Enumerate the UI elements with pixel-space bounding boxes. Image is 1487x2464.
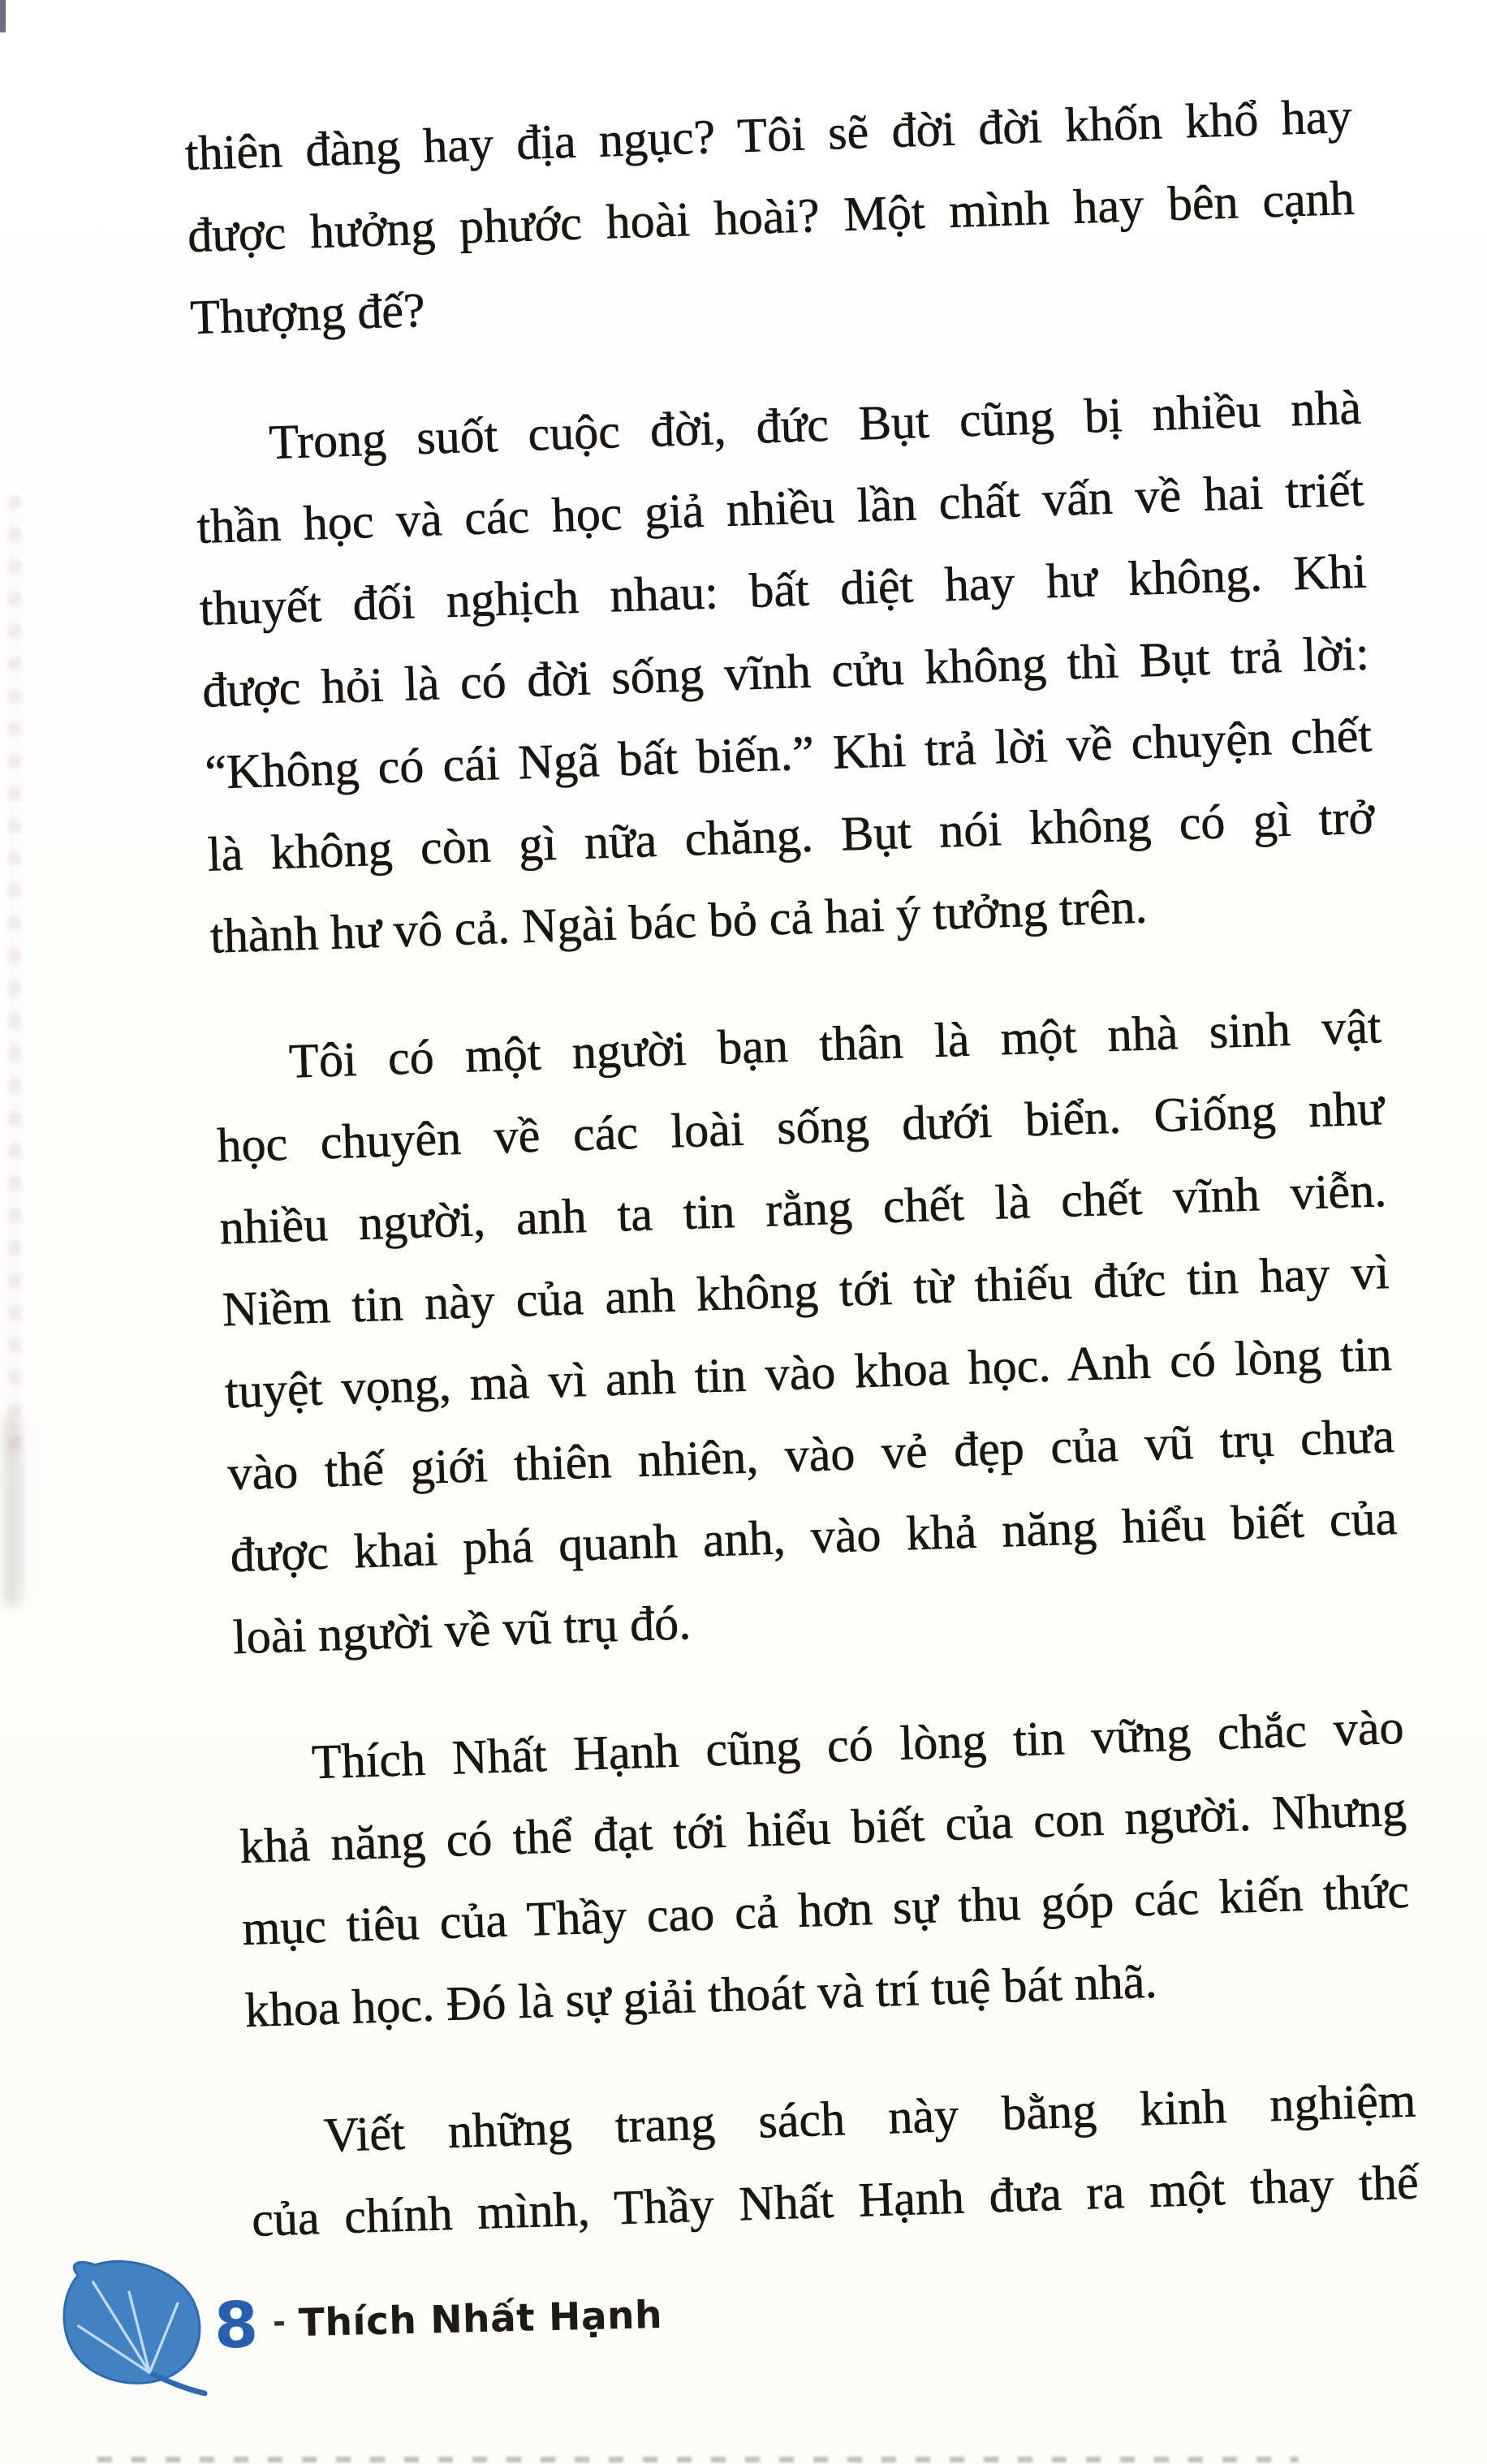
- text-line: được khai phá quanh anh, vào khả năng hiểu biết của: [229, 1490, 1399, 1583]
- paragraph: [235, 1686, 1412, 2052]
- leaf-body: [62, 2259, 200, 2384]
- text-line: được hưởng phước hoài hoài? Một mình hay bên cạnh: [187, 170, 1356, 263]
- text-line: Niềm tin này của anh không tới từ thiếu đức tin hay vì: [221, 1245, 1390, 1337]
- text-line: “Không có cái Ngã bất biến.” Khi trả lời về chuyện chết: [204, 708, 1373, 799]
- body-text-block: [183, 75, 1420, 2261]
- scan-bottom-speckles: [97, 2457, 1299, 2462]
- text-line: mục tiêu của Thầy cao cả hơn sự thu góp các kiến thức: [241, 1863, 1410, 1956]
- text-line: học chuyên về các loài sống dưới biển. Giống như: [216, 1081, 1385, 1173]
- paragraph: [248, 2060, 1420, 2261]
- text-line: khả năng có thể đạt tới hiểu biết của con người. Nhưng: [239, 1781, 1407, 1874]
- paragraph: [183, 75, 1358, 359]
- bodhi-leaf-icon: [52, 2255, 211, 2402]
- text-line: Viết những trang sách này bằng kinh nghiệm: [322, 2073, 1417, 2162]
- page-footer: [52, 2244, 664, 2402]
- page-edge-smudge: [2, 1416, 23, 1607]
- text-line: khoa học. Đó là sự giải thoát và trí tuệ bát nhã.: [244, 1954, 1158, 2037]
- scan-corner-artifact: [0, 0, 6, 32]
- text-line: loài người về vũ trụ đó.: [231, 1596, 692, 1665]
- text-line: thiên đàng hay địa ngục? Tôi sẽ đời đời khốn khổ hay: [183, 88, 1353, 181]
- text-line: Thích Nhất Hạnh cũng có lòng tin vững chắc vào: [310, 1699, 1405, 1790]
- text-line: là không còn gì nữa chăng. Bụt nói không có gì trở: [206, 790, 1376, 881]
- text-line: tuyệt vọng, mà vì anh tin vào khoa học. Anh có lòng tin: [224, 1326, 1393, 1419]
- text-line: thuyết đối nghịch nhau: bất diệt hay hư không. Khi: [199, 544, 1368, 635]
- text-line: Thượng đế?: [189, 282, 426, 345]
- text-line: thành hư vô cả. Ngài bác bỏ cả hai ý tưởng trên.: [209, 879, 1149, 963]
- paragraph: [213, 985, 1401, 1678]
- text-line: Tôi có một người bạn thân là một nhà sinh vật: [288, 999, 1382, 1088]
- text-line: vào thế giới thiên nhiên, vào vẻ đẹp của vũ trụ chưa: [226, 1408, 1395, 1501]
- text-line: nhiều người, anh ta tin rằng chết là chết vĩnh viễn.: [218, 1163, 1388, 1255]
- page-bleed-through-streak: [8, 495, 21, 1461]
- text-line: được hỏi là có đời sống vĩnh cửu không thì Bụt trả lời:: [201, 626, 1370, 717]
- text-line: của chính mình, Thầy Nhất Hạnh đưa ra một thay thế: [251, 2155, 1420, 2246]
- footer-author: Thích Nhất Hạnh: [298, 2292, 663, 2346]
- leaf-stem: [153, 2373, 205, 2394]
- text-line: thần học và các học giả nhiều lần chất vấn về hai triết: [196, 462, 1365, 554]
- page-number: 8: [213, 2289, 260, 2363]
- paragraph: [193, 367, 1378, 978]
- text-line: Trong suốt cuộc đời, đức Bụt cũng bị nhiều nhà: [268, 380, 1362, 470]
- footer-separator: -: [272, 2303, 287, 2340]
